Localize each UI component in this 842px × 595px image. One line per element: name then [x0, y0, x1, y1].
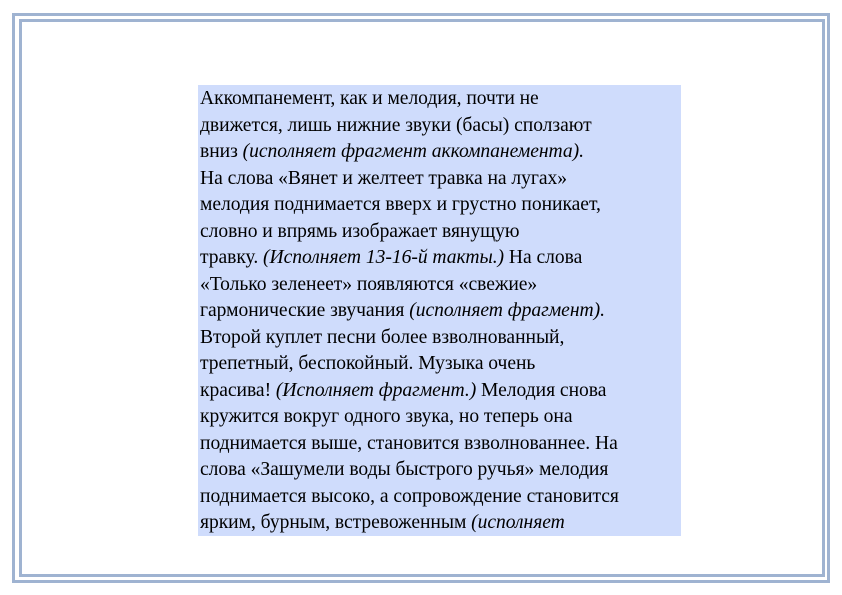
- text-line: [200, 86, 681, 113]
- text-line: [200, 272, 681, 299]
- text-line: [200, 113, 681, 140]
- text-run-italic: (исполняет фрагмент).: [409, 300, 605, 321]
- text-run-italic: (исполняет фрагмент аккомпанемента).: [242, 141, 584, 162]
- text-run: травку.: [200, 247, 264, 268]
- text-run: движется, лишь нижние звуки (басы) сползают: [200, 114, 592, 136]
- text-run-italic: (Исполняет фрагмент.): [275, 379, 477, 401]
- text-run: кружится вокруг одного звука, но теперь она: [200, 406, 573, 427]
- text-run: ярким, бурным, встревоженным: [200, 512, 472, 533]
- text-block: [198, 85, 681, 536]
- text-line: [200, 457, 681, 484]
- text-run: Второй куплет песни более взволнованный,: [200, 326, 565, 348]
- text-line: [200, 298, 681, 325]
- text-run: красива!: [200, 379, 276, 401]
- text-line: [200, 325, 681, 352]
- text-line: [200, 166, 681, 193]
- text-line: [200, 510, 681, 536]
- text-run: Аккомпанемент, как и мелодия, почти не: [200, 88, 539, 109]
- text-run: гармонические звучания: [200, 300, 410, 321]
- text-line: [200, 245, 681, 272]
- text-run: слова «Зашумели воды быстрого ручья» мелодия: [200, 459, 609, 480]
- text-run-italic: (Исполняет 13-16-й такты.): [263, 247, 505, 268]
- text-run: словно и впрямь изображает вянущую: [200, 220, 520, 242]
- text-run: поднимается высоко, а сопровождение становится: [200, 485, 619, 507]
- text-line: [200, 139, 681, 166]
- text-run-italic: (исполняет: [471, 512, 565, 533]
- text-line: [200, 484, 681, 511]
- text-run: вниз: [200, 141, 243, 162]
- text-line: [200, 219, 681, 246]
- text-line: [200, 404, 681, 431]
- text-run: мелодия поднимается вверх и грустно поникает,: [200, 194, 601, 215]
- text-run: На слова: [504, 247, 583, 268]
- text-run: «Только зеленеет» появляются «свежие»: [200, 273, 538, 295]
- text-run: поднимается выше, становится взволнованнее. На: [200, 432, 618, 454]
- text-run: трепетный, беспокойный. Музыка очень: [200, 353, 536, 374]
- text-line: [200, 378, 681, 405]
- text-line: [200, 431, 681, 458]
- text-line: [200, 351, 681, 378]
- text-run: На слова «Вянет и желтеет травка на лугах»: [200, 167, 568, 189]
- text-line: [200, 192, 681, 219]
- text-run: Мелодия снова: [476, 379, 607, 401]
